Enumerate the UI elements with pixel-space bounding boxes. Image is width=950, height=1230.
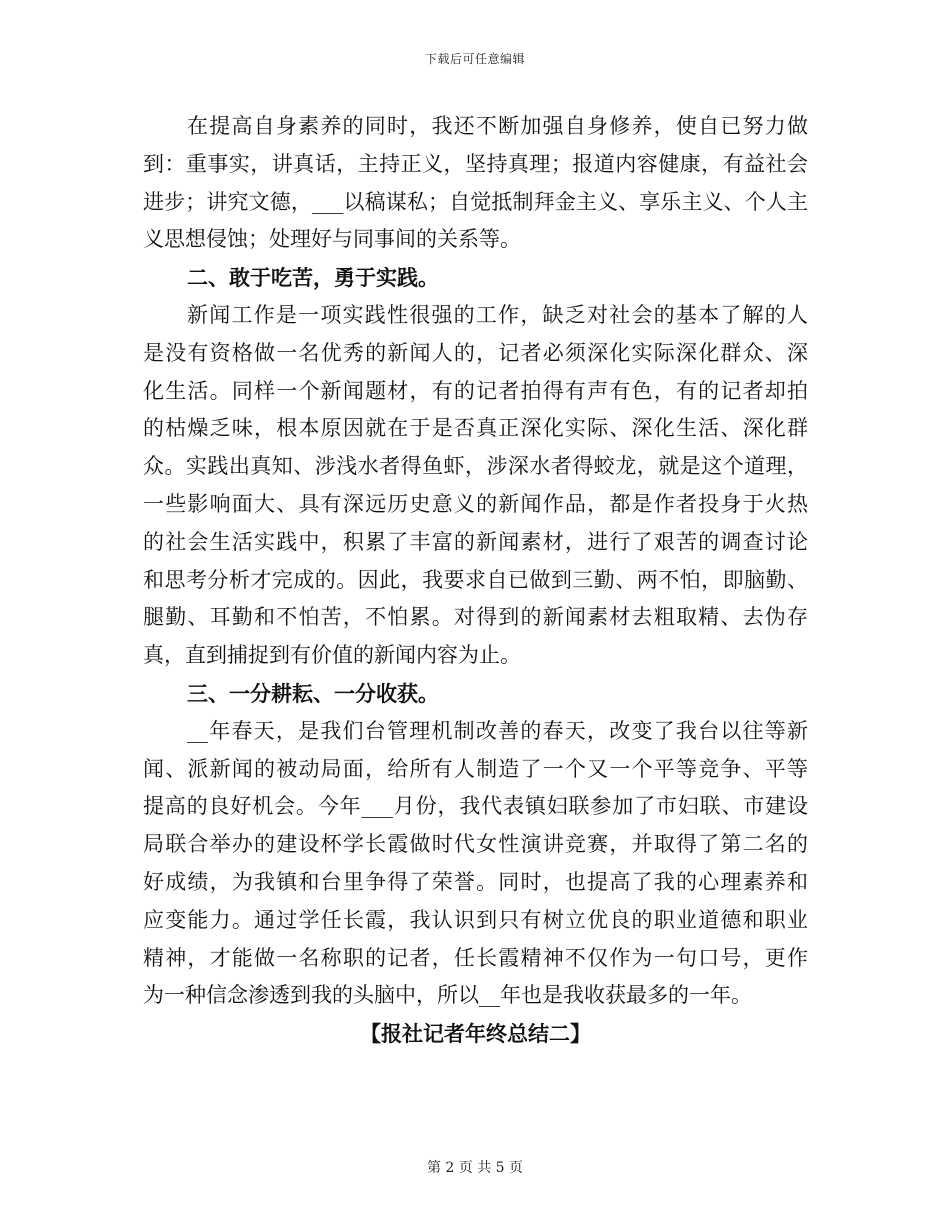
section-heading-harvest: 三、一分耕耘、一分收获。 bbox=[187, 680, 439, 706]
paragraph-line: 义思想侵蚀；处理好与同事间的关系等。 bbox=[143, 227, 521, 252]
paragraph-line: 为一种信念渗透到我的头脑中，所以__年也是我收获最多的一年。 bbox=[143, 983, 752, 1008]
paragraph-line: 一些影响面大、具有深远历史意义的新闻作品，都是作者投身于火热 bbox=[143, 491, 808, 516]
paragraph-self-cultivation bbox=[143, 108, 808, 259]
paragraph-line: 真，直到捕捉到有价值的新闻内容为止。 bbox=[143, 643, 521, 668]
paragraph-line: __年春天，是我们台管理机制改善的春天，改变了我台以往等新 bbox=[187, 718, 808, 743]
paragraph-line: 化生活。同样一个新闻题材，有的记者拍得有声有色，有的记者却拍 bbox=[143, 378, 808, 403]
paragraph-line: 应变能力。通过学任长霞，我认识到只有树立优良的职业道德和职业 bbox=[143, 907, 808, 932]
paragraph-line: 的枯燥乏味，根本原因就在于是否真正深化实际、深化生活、深化群 bbox=[143, 416, 808, 441]
section-title: 【报社记者年终总结二】 bbox=[360, 1021, 591, 1047]
paragraph-line: 是没有资格做一名优秀的新闻人的，记者必须深化实际深化群众、深 bbox=[143, 340, 808, 365]
paragraph-line: 腿勤、耳勤和不怕苦，不怕累。对得到的新闻素材去粗取精、去伪存 bbox=[143, 605, 808, 630]
paragraph-line: 闻、派新闻的被动局面，给所有人制造了一个又一个平等竞争、平等 bbox=[143, 756, 808, 781]
paragraph-line: 局联合举办的建设杯学长霞做时代女性演讲竞赛，并取得了第二名的 bbox=[143, 832, 808, 857]
paragraph-line: 和思考分析才完成的。因此，我要求自已做到三勤、两不怕，即脑勤、 bbox=[143, 567, 808, 592]
paragraph-practice bbox=[143, 297, 808, 675]
section-heading-practice: 二、敢于吃苦，勇于实践。 bbox=[187, 265, 439, 291]
paragraph-line: 进步；讲究文德，___以稿谋私；自觉抵制拜金主义、享乐主义、个人主 bbox=[143, 189, 808, 214]
paragraph-line: 的社会生活实践中，积累了丰富的新闻素材，进行了艰苦的调查讨论 bbox=[143, 529, 808, 554]
page-header: 下载后可任意编辑 bbox=[424, 52, 525, 66]
paragraph-line: 好成绩，为我镇和台里争得了荣誉。同时，也提高了我的心理素养和 bbox=[143, 869, 808, 894]
paragraph-line: 在提高自身素养的同时，我还不断加强自身修养，使自已努力做 bbox=[187, 114, 808, 138]
page-number: 第 2 页 共 5 页 bbox=[426, 1160, 524, 1176]
paragraph-line: 新闻工作是一项实践性很强的工作，缺乏对社会的基本了解的人 bbox=[187, 302, 808, 327]
paragraph-line: 众。实践出真知、涉浅水者得鱼虾，涉深水者得蛟龙，就是这个道理， bbox=[143, 454, 808, 479]
paragraph-harvest bbox=[143, 713, 808, 1015]
paragraph-line: 到：重事实，讲真话，主持正义，坚持真理；报道内容健康，有益社会 bbox=[143, 151, 808, 176]
document-body bbox=[143, 108, 808, 1053]
paragraph-line: 提高的良好机会。今年___月份，我代表镇妇联参加了市妇联、市建设 bbox=[143, 794, 808, 819]
paragraph-line: 精神，才能做一名称职的记者，任长霞精神不仅作为一句口号，更作 bbox=[143, 945, 808, 970]
